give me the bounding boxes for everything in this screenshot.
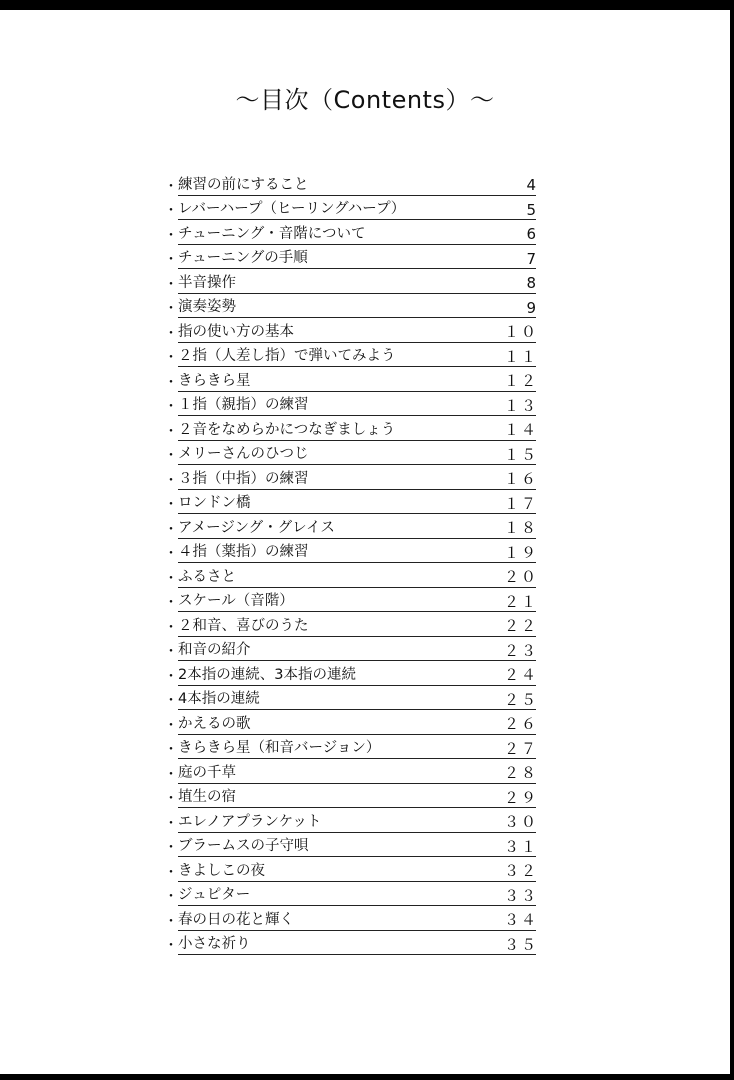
- toc-entry-underline: [178, 857, 536, 882]
- toc-entry-underline: [178, 759, 536, 784]
- toc-entry-underline: [178, 539, 536, 564]
- toc-entry-underline: [178, 220, 536, 245]
- toc-entry-underline: [178, 343, 536, 368]
- toc-entry-page-number: 9: [526, 298, 538, 317]
- toc-entry-page-number: ２９: [503, 788, 538, 807]
- toc-entry-label: 庭の千草: [178, 764, 236, 781]
- toc-bullet: ・: [164, 668, 178, 685]
- toc-bullet: ・: [164, 619, 178, 636]
- toc-entry-label: チューニング・音階について: [178, 225, 366, 242]
- toc-entry-page-number: ２５: [503, 690, 538, 709]
- toc-entry: [164, 465, 536, 490]
- toc-entry-page-number: 8: [526, 274, 538, 292]
- toc-entry-page-number: １９: [503, 543, 538, 562]
- toc-entry-page-number: １７: [503, 494, 538, 513]
- toc-bullet: ・: [164, 815, 178, 832]
- toc-bullet: ・: [164, 448, 178, 464]
- toc-entry-page-number: １２: [503, 372, 538, 390]
- table-of-contents: [164, 171, 536, 955]
- toc-entry-label: きよしこの夜: [178, 862, 265, 879]
- toc-entry-underline: [178, 392, 536, 417]
- toc-entry-page-number: 6: [526, 225, 538, 243]
- toc-bullet: ・: [164, 301, 178, 317]
- toc-entry-underline: [178, 465, 536, 490]
- toc-entry-page-number: 7: [526, 249, 538, 268]
- toc-bullet: ・: [164, 889, 178, 905]
- toc-entry-label: ２指（人差し指）で弾いてみよう: [178, 348, 396, 365]
- toc-bullet: ・: [164, 570, 178, 587]
- toc-entry-label: ４指（薬指）の練習: [178, 544, 309, 561]
- toc-bullet: ・: [164, 203, 178, 219]
- toc-bullet: ・: [164, 350, 178, 366]
- toc-entry: [164, 686, 536, 711]
- toc-entry-underline: [178, 318, 536, 343]
- toc-entry-page-number: １０: [503, 323, 538, 341]
- toc-entry-page-number: ３４: [503, 911, 538, 929]
- toc-bullet: ・: [164, 276, 178, 293]
- toc-entry-underline: [178, 784, 536, 809]
- toc-entry-page-number: 4: [526, 176, 538, 194]
- toc-bullet: ・: [164, 742, 178, 758]
- toc-entry-label: チューニングの手順: [178, 250, 308, 267]
- toc-entry-underline: [178, 294, 536, 319]
- toc-entry: [164, 196, 536, 221]
- toc-entry: [164, 784, 536, 809]
- toc-entry-label: エレノアプランケット: [178, 813, 322, 830]
- toc-entry-page-number: ２２: [503, 617, 538, 635]
- toc-entry-page-number: １４: [503, 421, 538, 439]
- toc-bullet: ・: [164, 325, 178, 342]
- toc-entry-page-number: １１: [503, 347, 538, 366]
- toc-entry-page-number: ２７: [503, 739, 538, 758]
- toc-entry-page-number: ２８: [503, 764, 538, 782]
- toc-entry-page-number: ２０: [503, 568, 538, 586]
- toc-entry-underline: [178, 686, 536, 711]
- toc-bullet: ・: [164, 399, 178, 415]
- toc-entry: [164, 318, 536, 343]
- toc-entry-label: 春の日の花と輝く: [178, 911, 294, 928]
- toc-entry-label: １指（親指）の練習: [178, 397, 309, 414]
- toc-entry: [164, 710, 536, 735]
- toc-entry-page-number: ３０: [503, 813, 538, 831]
- toc-entry: [164, 808, 536, 833]
- toc-entry-page-number: 5: [526, 200, 538, 219]
- toc-bullet: ・: [164, 374, 178, 391]
- toc-entry-underline: [178, 833, 536, 858]
- toc-bullet: ・: [164, 252, 178, 268]
- page-title: 〜目次（Contents）〜: [235, 86, 495, 114]
- toc-entry-label: 和音の紹介: [178, 642, 251, 659]
- toc-entry: [164, 612, 536, 637]
- toc-entry-underline: [178, 735, 536, 760]
- toc-entry-underline: [178, 931, 536, 956]
- toc-entry-page-number: ３２: [503, 862, 538, 880]
- toc-entry-label: 指の使い方の基本: [178, 323, 294, 340]
- toc-entry-underline: [178, 882, 536, 907]
- toc-bullet: ・: [164, 595, 178, 611]
- toc-bullet: ・: [164, 423, 178, 440]
- toc-entry-label: ジュピター: [178, 887, 251, 904]
- toc-entry: [164, 490, 536, 515]
- toc-bullet: ・: [164, 472, 178, 489]
- toc-entry: [164, 416, 536, 441]
- toc-entry-page-number: ２６: [503, 715, 538, 733]
- toc-entry: [164, 392, 536, 417]
- toc-bullet: ・: [164, 546, 178, 562]
- toc-entry: [164, 539, 536, 564]
- toc-entry-label: ふるさと: [178, 568, 236, 585]
- toc-entry: [164, 294, 536, 319]
- toc-bullet: ・: [164, 840, 178, 856]
- toc-entry-label: きらきら星: [178, 372, 251, 389]
- toc-entry-page-number: １３: [503, 396, 538, 415]
- toc-bullet: ・: [164, 766, 178, 783]
- toc-bullet: ・: [164, 227, 178, 244]
- toc-entry-underline: [178, 563, 536, 588]
- toc-entry-page-number: ２３: [503, 641, 538, 660]
- toc-entry-label: 4本指の連続: [178, 691, 260, 708]
- toc-entry: [164, 514, 536, 539]
- toc-bullet: ・: [164, 497, 178, 513]
- toc-entry-label: ３指（中指）の練習: [178, 470, 309, 487]
- toc-entry-underline: [178, 808, 536, 833]
- toc-entry: [164, 220, 536, 245]
- toc-entry-underline: [178, 245, 536, 270]
- toc-entry: [164, 343, 536, 368]
- toc-entry-page-number: ３３: [503, 886, 538, 905]
- toc-entry-underline: [178, 441, 536, 466]
- toc-entry-label: ロンドン橋: [178, 495, 251, 512]
- toc-entry-underline: [178, 171, 536, 196]
- toc-entry: [164, 367, 536, 392]
- toc-entry-label: 半音操作: [178, 274, 236, 291]
- toc-entry-underline: [178, 906, 536, 931]
- toc-entry-underline: [178, 637, 536, 662]
- toc-entry-page-number: ３１: [503, 837, 538, 856]
- toc-entry-underline: [178, 661, 536, 686]
- toc-entry-page-number: ３５: [503, 935, 538, 954]
- toc-entry-label: ２和音、喜びのうた: [178, 617, 309, 634]
- toc-entry-label: ブラームスの子守唄: [178, 838, 309, 855]
- toc-entry: [164, 857, 536, 882]
- toc-entry-underline: [178, 588, 536, 613]
- toc-entry-page-number: ２４: [503, 666, 538, 684]
- toc-entry: [164, 833, 536, 858]
- toc-entry: [164, 171, 536, 196]
- toc-bullet: ・: [164, 693, 178, 709]
- toc-entry: [164, 759, 536, 784]
- toc-entry: [164, 637, 536, 662]
- toc-entry: [164, 661, 536, 686]
- toc-bullet: ・: [164, 864, 178, 881]
- toc-entry-page-number: １５: [503, 445, 538, 464]
- toc-entry-label: 2本指の連続、3本指の連続: [178, 666, 356, 683]
- toc-bullet: ・: [164, 791, 178, 807]
- toc-entry-underline: [178, 269, 536, 294]
- toc-entry-label: 演奏姿勢: [178, 299, 236, 316]
- toc-entry: [164, 441, 536, 466]
- document-page: [0, 10, 730, 1074]
- toc-bullet: ・: [164, 644, 178, 660]
- toc-bullet: ・: [164, 178, 178, 195]
- toc-bullet: ・: [164, 521, 178, 538]
- toc-entry-label: アメージング・グレイス: [178, 519, 335, 536]
- toc-entry: [164, 563, 536, 588]
- toc-entry-underline: [178, 416, 536, 441]
- toc-entry-page-number: １６: [503, 470, 538, 488]
- toc-entry-label: ２音をなめらかにつなぎましょう: [178, 421, 396, 438]
- toc-entry-label: 小さな祈り: [178, 936, 251, 953]
- toc-entry-label: かえるの歌: [178, 715, 251, 732]
- toc-entry-page-number: １８: [503, 519, 538, 537]
- toc-entry: [164, 882, 536, 907]
- toc-entry-underline: [178, 367, 536, 392]
- toc-entry-label: レバーハープ（ヒーリングハープ）: [178, 201, 406, 218]
- toc-entry-label: メリーさんのひつじ: [178, 446, 309, 463]
- toc-entry: [164, 245, 536, 270]
- toc-entry: [164, 269, 536, 294]
- toc-entry: [164, 906, 536, 931]
- toc-bullet: ・: [164, 913, 178, 930]
- toc-entry-label: 練習の前にすること: [178, 176, 309, 193]
- toc-entry-label: きらきら星（和音バージョン）: [178, 740, 381, 757]
- toc-entry-underline: [178, 490, 536, 515]
- toc-entry: [164, 735, 536, 760]
- toc-bullet: ・: [164, 717, 178, 734]
- toc-entry-underline: [178, 710, 536, 735]
- toc-entry-page-number: ２１: [503, 592, 538, 611]
- toc-entry: [164, 931, 536, 956]
- toc-entry: [164, 588, 536, 613]
- toc-entry-underline: [178, 196, 536, 221]
- toc-bullet: ・: [164, 938, 178, 954]
- toc-entry-label: スケール（音階）: [178, 593, 294, 610]
- toc-entry-underline: [178, 514, 536, 539]
- toc-entry-underline: [178, 612, 536, 637]
- toc-entry-label: 埴生の宿: [178, 789, 236, 806]
